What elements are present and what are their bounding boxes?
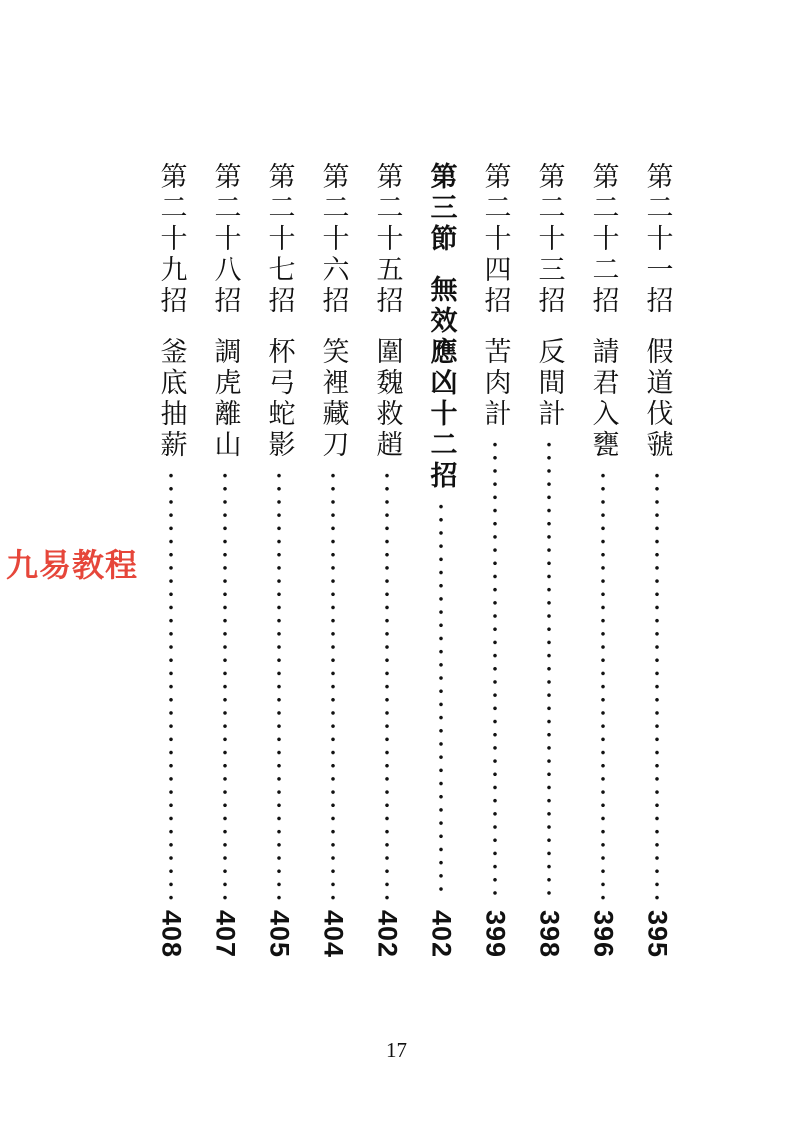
- toc-entry-title: 反間計: [533, 337, 565, 430]
- toc-chapter-label: 第二十六招: [317, 162, 349, 317]
- toc-entry-24: [475, 162, 515, 962]
- toc-page-number: 398: [534, 910, 565, 959]
- toc-entry-title: 苦肉計: [479, 337, 511, 430]
- dot-leader: [277, 469, 281, 900]
- toc-chapter-label: 第二十一招: [641, 162, 673, 317]
- toc-entry-title: 釜底抽薪: [155, 337, 187, 461]
- toc-entry-23: [529, 162, 569, 962]
- toc-section-title: 無效應凶十二招: [425, 275, 457, 492]
- toc-chapter-label: 第二十七招: [263, 162, 295, 317]
- toc-chapter-label: 第二十八招: [209, 162, 241, 317]
- toc-entry-29: [151, 162, 191, 962]
- toc-page-number: 402: [426, 910, 457, 959]
- dot-leader: [223, 469, 227, 900]
- toc-page-number: 395: [642, 910, 673, 959]
- dot-leader: [169, 469, 173, 900]
- dot-leader: [655, 469, 659, 900]
- toc-page-number: 399: [480, 910, 511, 959]
- toc-page-number: 396: [588, 910, 619, 959]
- toc-section-label: 第三節: [425, 162, 457, 255]
- toc-page-number: 404: [318, 910, 349, 959]
- toc-entry-26: [313, 162, 353, 962]
- toc-entry-title: 圍魏救趙: [371, 337, 403, 461]
- toc-entry-25: [367, 162, 407, 962]
- toc-page-number: 408: [156, 910, 187, 959]
- toc-entry-title: 請君入甕: [587, 337, 619, 461]
- dot-leader: [493, 438, 497, 900]
- dot-leader: [331, 469, 335, 900]
- page-number: 17: [386, 1038, 407, 1062]
- dot-leader: [547, 438, 551, 900]
- toc-chapter-label: 第二十二招: [587, 162, 619, 317]
- toc-entry-title: 假道伐虢: [641, 337, 673, 461]
- dot-leader: [385, 469, 389, 900]
- dot-leader: [601, 469, 605, 900]
- toc-page-number: 405: [264, 910, 295, 959]
- toc-chapter-label: 第二十五招: [371, 162, 403, 317]
- dot-leader: [439, 500, 443, 900]
- toc-entry-title: 杯弓蛇影: [263, 337, 295, 461]
- toc-chapter-label: 第二十三招: [533, 162, 565, 317]
- toc-entry-22: [583, 162, 623, 962]
- toc-chapter-label: 第二十九招: [155, 162, 187, 317]
- toc-entry-27: [259, 162, 299, 962]
- toc-entry-28: [205, 162, 245, 962]
- toc-chapter-label: 第二十四招: [479, 162, 511, 317]
- toc-page-number: 402: [372, 910, 403, 959]
- toc-section-3: [421, 162, 461, 962]
- toc-entry-title: 笑裡藏刀: [317, 337, 349, 461]
- toc-entry-title: 調虎離山: [209, 337, 241, 461]
- toc-entry-21: [637, 162, 677, 962]
- watermark: 九易教程: [6, 546, 139, 584]
- toc-page-number: 407: [210, 910, 241, 959]
